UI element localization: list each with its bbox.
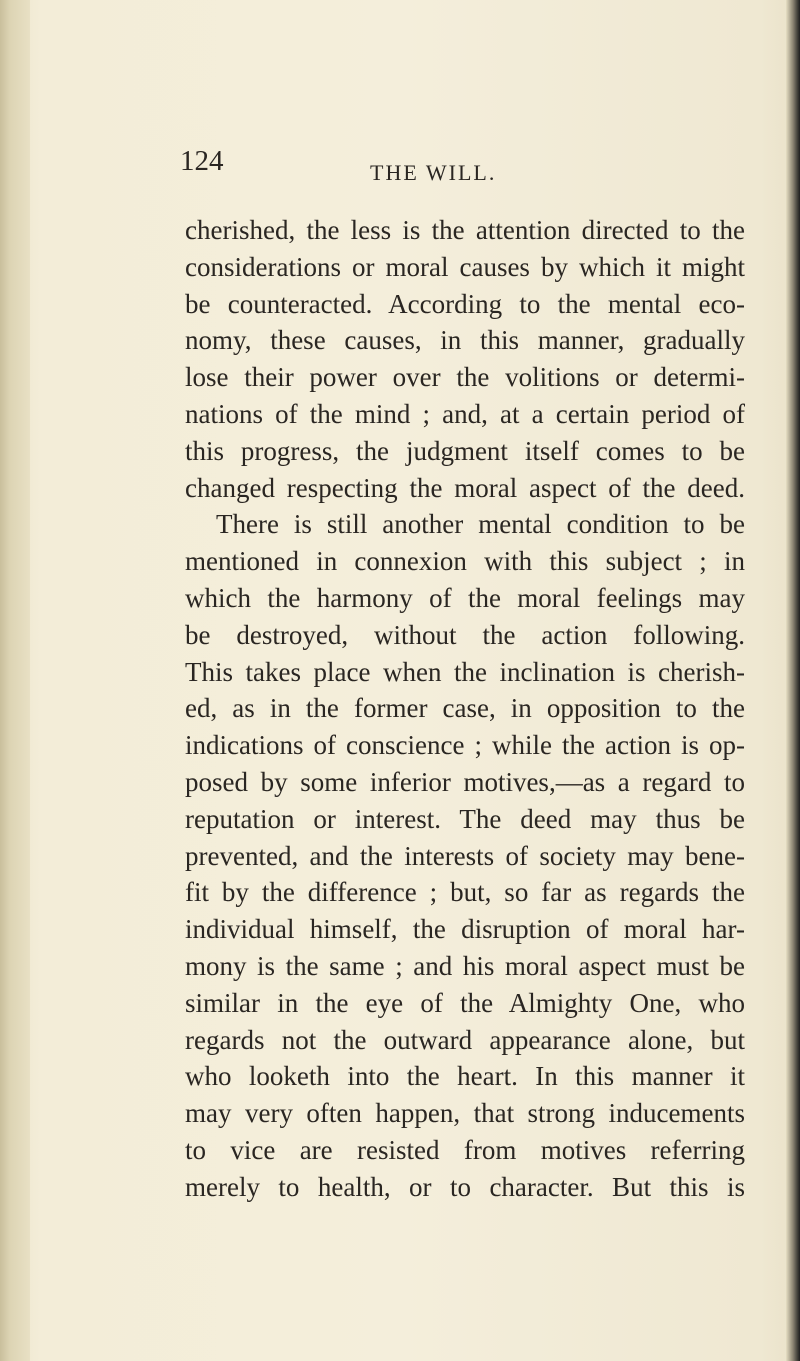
text-line: to vice are resisted from motives referring — [185, 1134, 745, 1165]
page-edge-right — [786, 0, 800, 1361]
text-line: indications of conscience ; while the action is op- — [185, 730, 745, 761]
text-line: regards not the outward appearance alone, but — [185, 1024, 745, 1055]
text-line: who looketh into the heart. In this manner it — [185, 1061, 745, 1092]
text-line: posed by some inferior motives,—as a regard to — [185, 766, 745, 797]
text-line: fit by the difference ; but, so far as regards the — [185, 877, 745, 908]
text-line: prevented, and the interests of society may bene- — [185, 840, 745, 871]
text-line: This takes place when the inclination is cherish- — [185, 656, 745, 687]
running-header — [0, 141, 800, 191]
text-line: be destroyed, without the action following. — [185, 619, 745, 650]
running-title: THE WILL. — [370, 160, 497, 185]
text-line: cherished, the less is the attention directed to the — [185, 215, 745, 245]
text-line: merely to health, or to character. But this is — [185, 1171, 745, 1202]
text-line: this progress, the judgment itself comes to be — [185, 435, 745, 466]
text-line: may very often happen, that strong inducements — [185, 1098, 745, 1129]
text-line: individual himself, the disruption of moral har- — [185, 914, 745, 945]
text-line: mony is the same ; and his moral aspect must be — [185, 950, 745, 981]
text-line: considerations or moral causes by which it might — [185, 251, 745, 282]
text-line: mentioned in connexion with this subject ; in — [185, 546, 745, 577]
text-line: be counteracted. According to the mental eco- — [185, 288, 745, 319]
page-number: 124 — [180, 145, 224, 177]
body-text — [185, 212, 745, 1206]
text-line: reputation or interest. The deed may thus be — [185, 803, 745, 834]
text-line: lose their power over the volitions or determi- — [185, 362, 745, 393]
text-line: There is still another mental condition to be — [216, 509, 745, 540]
text-line: nations of the mind ; and, at a certain period of — [185, 398, 745, 429]
text-line: changed respecting the moral aspect of the deed. — [185, 472, 745, 503]
text-line: which the harmony of the moral feelings may — [185, 582, 745, 613]
text-line: similar in the eye of the Almighty One, who — [185, 987, 745, 1018]
text-line: ed, as in the former case, in opposition to the — [185, 693, 745, 724]
page-gutter-left — [0, 0, 30, 1361]
text-line: nomy, these causes, in this manner, gradually — [185, 325, 745, 356]
